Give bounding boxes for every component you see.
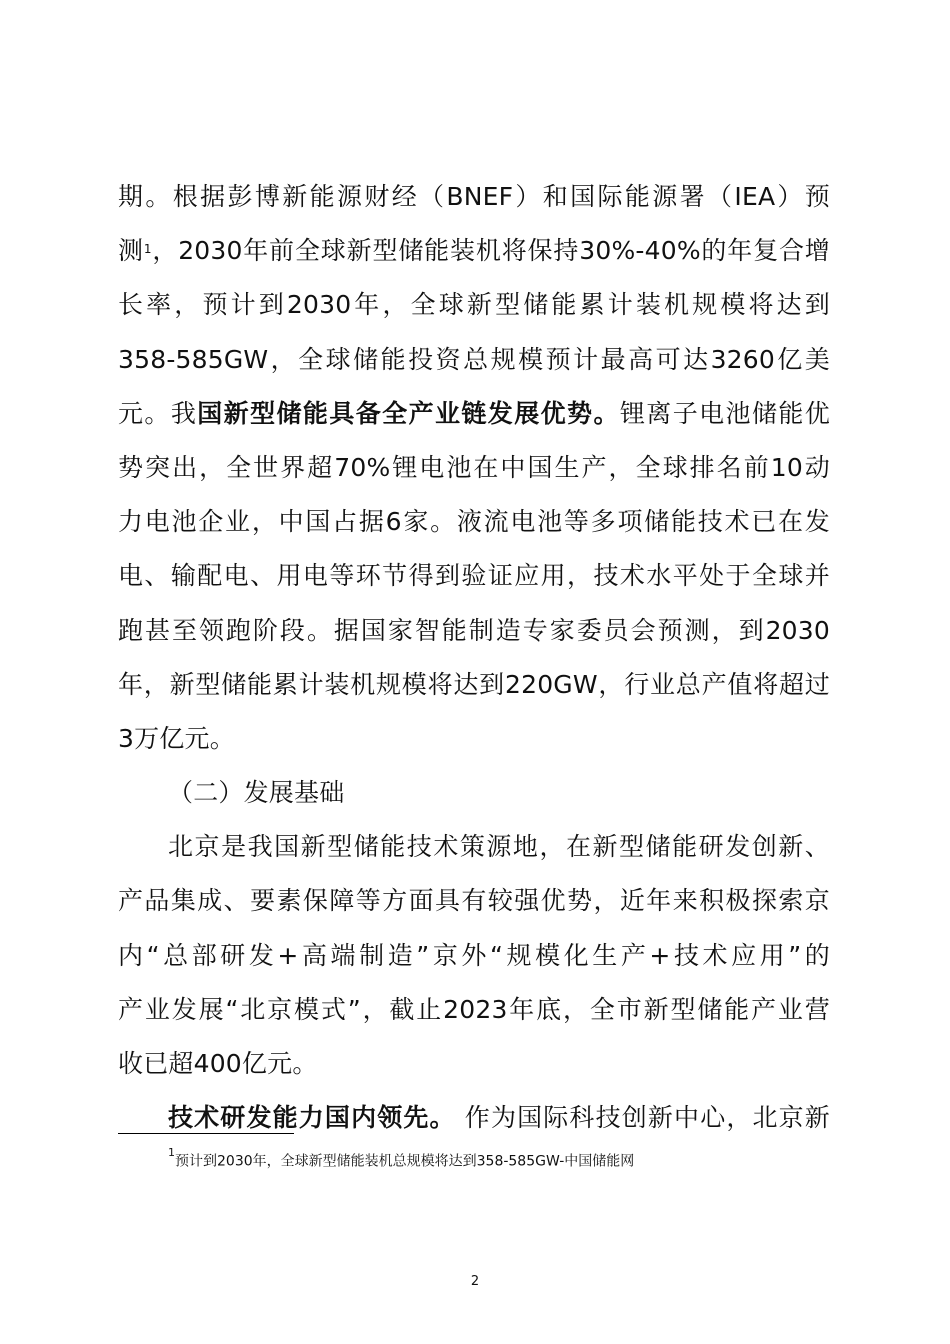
paragraph-line: 力电池企业，中国占据6家。液流电池等多项储能技术已在发 [118, 507, 830, 537]
page-number: 2 [470, 1274, 480, 1289]
line-prefix: 测 [118, 236, 144, 266]
paragraph-line [118, 387, 830, 441]
paragraph-line [118, 1091, 830, 1145]
paragraph-line: 产品集成、要素保障等方面具有较强优势，近年来积极探索京 [118, 886, 830, 916]
paragraph-line: 358-585GW，全球储能投资总规模预计最高可达3260亿美 [118, 344, 830, 374]
paragraph-line: 跑甚至领跑阶段。据国家智能制造专家委员会预测，到2030 [118, 615, 830, 645]
paragraph-line: 势突出，全世界超70%锂电池在中国生产，全球排名前10动 [118, 452, 830, 482]
paragraph-line: 3万亿元。 [118, 723, 235, 753]
bold-heading: 国新型储能具备全产业链发展优势。 [197, 398, 620, 428]
section-heading: （二）发展基础 [168, 778, 345, 808]
paragraph-line: 收已超400亿元。 [118, 1049, 318, 1078]
paragraph-line: 电、输配电、用电等环节得到验证应用，技术水平处于全球并 [118, 561, 830, 591]
paragraph-line: 年，新型储能累计装机规模将达到220GW，行业总产值将超过 [118, 669, 830, 699]
paragraph-line: 产业发展“北京模式”，截止2023年底，全市新型储能产业营 [118, 994, 830, 1024]
footnote-mark: 1 [168, 1146, 175, 1159]
bold-heading: 技术研发能力国内领先。 [168, 1103, 456, 1133]
paragraph-line: 内“总部研发+高端制造”京外“规模化生产+技术应用”的 [118, 940, 830, 970]
footnote-reference: 1 [143, 242, 152, 257]
footnote-divider [118, 1133, 294, 1134]
line-text: 作为国际科技创新中心，北京新 [455, 1103, 831, 1133]
line-prefix: 元。我 [118, 398, 198, 428]
paragraph-line [118, 224, 830, 278]
paragraph-line: 期。根据彭博新能源财经（BNEF）和国际能源署（IEA）预 [118, 182, 830, 211]
body-text [118, 170, 830, 1145]
paragraph-line: 北京是我国新型储能技术策源地，在新型储能研发创新、 [168, 832, 830, 862]
paragraph-line: 长率，预计到2030年，全球新型储能累计装机规模将达到 [118, 290, 830, 320]
line-text: ，2030年前全球新型储能装机将保持30%-40%的年复合增 [151, 236, 831, 266]
footnote-text: 预计到2030年，全球新型储能装机总规模将达到358-585GW-中国储能网 [175, 1153, 635, 1170]
footnote [168, 1146, 635, 1171]
line-text: 锂离子电池储能优 [619, 398, 830, 428]
